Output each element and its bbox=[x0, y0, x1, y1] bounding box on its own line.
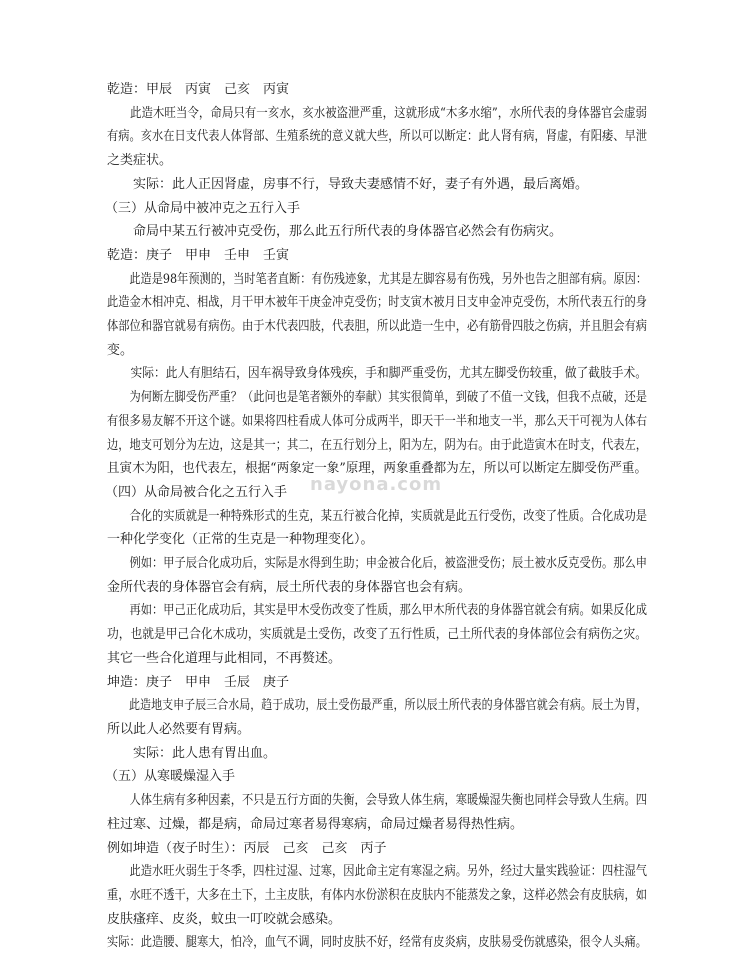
paragraph-line: 人体生病有多种因素，不只是五行方面的失衡，会导致人体生病，寒暖燥湿失衡也同样会导致人生病。四 bbox=[129, 793, 648, 809]
paragraph-line: 实际：此人正因肾虚，房事不行，导致夫妻感情不好，妻子有外遇，最后离婚。 bbox=[133, 176, 589, 192]
section-heading: （五）从寒暖燥湿入手 bbox=[105, 769, 236, 785]
paragraph-line: 此造地支申子辰三合水局，趋于成功，辰土受伤最严重，所以辰土所代表的身体器官就会有病。辰土为胃， bbox=[129, 698, 647, 714]
paragraph-line: 体部位和器官就易有病伤。由于木代表四肢，代表胆，所以此造一生中，必有筋骨四肢之伤病，并且胆会有病 bbox=[107, 319, 648, 335]
paragraph-line: 皮肤瘙痒、皮炎，蚊虫一叮咬就会感染。 bbox=[107, 911, 342, 927]
paragraph-line: 为何断左脚受伤严重？（此问也是笔者额外的奉献）其实很简单，到破了不值一文钱，但我不点破，还是 bbox=[129, 390, 648, 406]
paragraph-line: 柱过寒、过燥，都是病，命局过寒者易得寒病，命局过燥者易得热性病。 bbox=[107, 816, 524, 832]
paragraph-line: 此造木旺当令，命局只有一亥水，亥水被盗泄严重，这就形成“木多水缩”，水所代表的身体器官会虚弱 bbox=[129, 105, 648, 121]
paragraph-line: 此造是98年预测的，当时笔者直断：有伤残迹象，尤其是左脚容易有伤残，另外也告之胆部有病。原因： bbox=[129, 271, 648, 287]
case-heading: 乾造：庚子 甲申 壬申 壬寅 bbox=[107, 247, 290, 263]
paragraph-line: 其它一些合化道理与此相同，不再赘述。 bbox=[107, 650, 342, 666]
watermark: nayona.com bbox=[310, 474, 443, 495]
paragraph-line: 再如：甲己正化成功后，其实是甲木受伤改变了性质，那么甲木所代表的身体器官就会有病。如果反化成 bbox=[129, 603, 648, 619]
paragraph-line: 功，也就是甲己合化木成功，实质就是土受伤，改变了五行性质，己土所代表的身体部位会有病伤之灾。 bbox=[107, 627, 648, 643]
paragraph-line: 有很多易友解不开这个谜。如果将四柱看成人体可分成两半，即天干一半和地支一半，那么天干可视为人体右 bbox=[107, 413, 648, 429]
case-heading: 例如坤造（夜子时生）：丙辰 己亥 己亥 丙子 bbox=[107, 840, 387, 856]
paragraph-line: 例如：甲子辰合化成功后，实际是水得到生助；申金被合化后，被盗泄受伤；辰土被水反克受伤。那么申 bbox=[129, 556, 648, 572]
document-page bbox=[107, 78, 647, 955]
section-heading: （四）从命局被合化之五行入手 bbox=[105, 484, 288, 500]
paragraph-line: 所以此人必然要有胃病。 bbox=[107, 721, 251, 737]
case-heading: 坤造：庚子 甲申 壬辰 庚子 bbox=[107, 674, 290, 690]
paragraph-line: 重，水旺不透干，大多在土下，土主皮肤，有体内水份淤积在皮肤内不能蒸发之象，这样必然会有皮肤病，如 bbox=[107, 887, 648, 903]
paragraph-line: 变。 bbox=[107, 342, 134, 358]
paragraph-line: 边，地支可划分为左边，这是其一；其二，在五行划分上，阳为左，阴为右。由于此造寅木在时支，代表左， bbox=[107, 437, 648, 453]
paragraph-line: 命局中某五行被冲克受伤，那么此五行所代表的身体器官必然会有伤病灾。 bbox=[133, 224, 563, 240]
paragraph-line: 此造金木相冲克、相战，月干甲木被年干庚金冲克受伤；时支寅木被月日支申金冲克受伤，木所代表五行的身 bbox=[107, 295, 648, 311]
paragraph-line: 实际：此人患有胃出血。 bbox=[133, 745, 277, 761]
paragraph-line: 之类症状。 bbox=[107, 153, 173, 169]
section-heading: （三）从命局中被冲克之五行入手 bbox=[105, 200, 301, 216]
paragraph-line: 且寅木为阳，也代表左，根据“两象定一象”原理，两象重叠都为左，所以可以断定左脚受伤严重。 bbox=[107, 461, 648, 477]
paragraph-line: 此造水旺火弱生于冬季，四柱过湿、过寒，因此命主定有寒湿之病。另外，经过大量实践验证：四柱湿气 bbox=[129, 864, 648, 880]
case-heading: 乾造：甲辰 丙寅 己亥 丙寅 bbox=[107, 82, 290, 97]
paragraph-line: 金所代表的身体器官会有病，辰土所代表的身体器官也会有病。 bbox=[107, 579, 472, 595]
paragraph-line: 有病。亥水在日支代表人体肾部、生殖系统的意义就大些，所以可以断定：此人肾有病，肾虚，有阳痿、早泄 bbox=[107, 129, 648, 145]
paragraph-line: 实际：此造腰、腿寒大，怕冷，血气不调，同时皮肤不好，经常有皮炎病，皮肤易受伤就感染，很令人头痛。 bbox=[107, 935, 648, 951]
paragraph-line: 合化的实质就是一种特殊形式的生克，某五行被合化掉，实质就是此五行受伤，改变了性质。合化成功是 bbox=[129, 508, 648, 524]
paragraph-line: 一种化学变化（正常的生克是一种物理变化）。 bbox=[107, 532, 374, 548]
paragraph-line: 实际：此人有胆结石，因车祸导致身体残疾，手和脚严重受伤，尤其左脚受伤较重，做了截肢手术。 bbox=[130, 366, 648, 382]
